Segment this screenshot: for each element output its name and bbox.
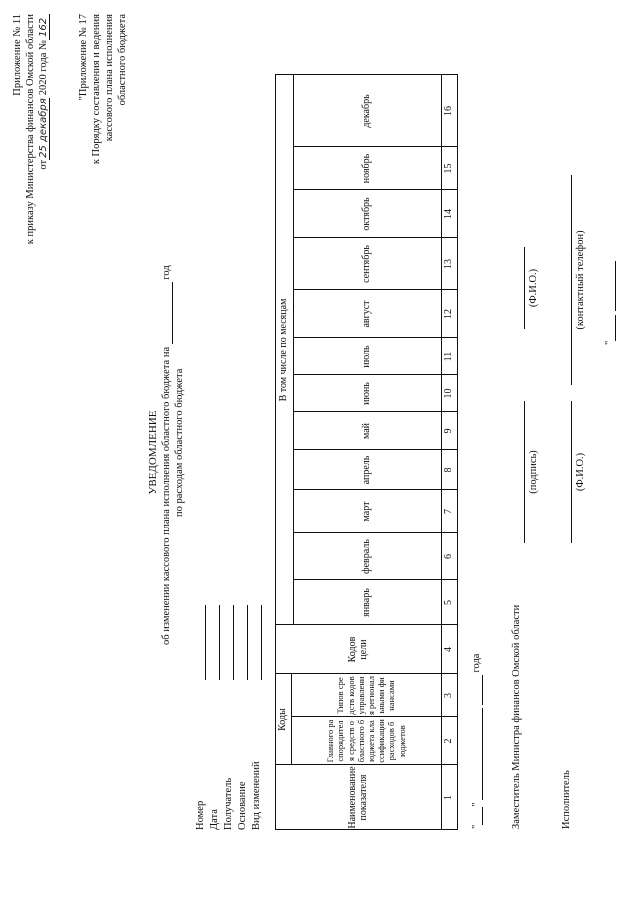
deputy-minister-label: Заместитель Министра финансов Омской области — [511, 604, 522, 829]
column-number-5: 5 — [443, 600, 455, 605]
field-number: Номер — [195, 800, 206, 830]
field-date-line — [219, 605, 220, 680]
column-number-14: 14 — [443, 209, 455, 219]
month-header-11: ноябрь — [361, 153, 373, 184]
date-line: "" года — [471, 653, 482, 829]
month-header-7: июль — [361, 345, 373, 368]
fio-line-1 — [524, 247, 525, 329]
document-title: УВЕДОМЛЕНИЕ — [147, 410, 159, 495]
executor-label: Исполнитель — [561, 770, 572, 829]
fio-caption-1: (Ф.И.О.) — [528, 268, 539, 308]
month-header-10: октябрь — [361, 197, 373, 231]
month-header-2: февраль — [361, 539, 373, 574]
appendix-17: "Приложение № 17 — [78, 14, 89, 101]
month-header-6: июнь — [361, 382, 373, 405]
column-number-16: 16 — [443, 106, 455, 116]
field-number-line — [205, 605, 206, 680]
column-number-3: 3 — [443, 693, 455, 698]
fio-line-2 — [571, 401, 572, 543]
month-header-5: май — [361, 422, 373, 440]
column-number-11: 11 — [443, 351, 455, 362]
column-number-4: 4 — [443, 647, 455, 652]
field-basis: Основание — [237, 781, 248, 830]
codes-header: Коды — [277, 708, 289, 731]
title-line-1: об изменении кассового плана исполнения областного бюджета на год — [161, 265, 172, 645]
month-header-1: январь — [361, 588, 373, 617]
order-date-line — [38, 14, 50, 170]
signature-line — [524, 401, 525, 543]
month-header-9: сентябрь — [361, 245, 373, 283]
col-grbs-header: Главного распорядителя средств областного бюджета классификации расходов бюджетов — [325, 719, 407, 763]
signature-caption: (подпись) — [528, 450, 539, 494]
closing-line: " — [604, 261, 616, 345]
month-header-8: август — [361, 300, 373, 328]
column-number-15: 15 — [443, 163, 455, 174]
column-number-8: 8 — [443, 467, 455, 473]
appendix-11: Приложение № 11 — [12, 14, 23, 96]
order-year: 2020 года № — [38, 40, 49, 96]
column-number-2: 2 — [443, 738, 455, 744]
by-month-header: В том числе по месяцам — [278, 298, 290, 402]
col-types-header: Типов средств кодов управления региональными финансами — [335, 676, 397, 715]
fio-caption-2: (Ф.И.О.) — [575, 452, 586, 492]
phone-line — [571, 175, 572, 385]
column-number-9: 9 — [443, 428, 455, 434]
month-header-4: апрель — [361, 455, 373, 485]
field-change-type: Вид изменений — [251, 761, 262, 830]
from-prefix: от — [38, 159, 49, 170]
month-header-12: декабрь — [361, 94, 373, 128]
column-number-12: 12 — [443, 309, 455, 319]
field-recipient: Получатель — [223, 777, 234, 830]
order-reference: к приказу Министерства финансов Омской области — [25, 14, 36, 245]
handwritten-date: 25 декабря — [37, 98, 49, 158]
cash-plan-table — [275, 74, 458, 830]
column-number-10: 10 — [443, 388, 455, 399]
column-number-13: 13 — [443, 259, 455, 269]
field-recipient-line — [233, 605, 234, 680]
procedure-line-3: областного бюджета — [117, 14, 128, 106]
phone-caption: (контактный телефон) — [575, 230, 586, 330]
procedure-line-2: кассового плана исполнения — [104, 14, 115, 142]
field-change-type-line — [261, 605, 262, 680]
column-number-6: 6 — [443, 554, 455, 559]
month-header-3: март — [361, 501, 373, 522]
column-number-1: 1 — [443, 795, 455, 800]
field-basis-line — [247, 605, 248, 680]
col-targets-header: Кодов цели — [346, 636, 369, 663]
title-line-2: по расходам областного бюджета — [174, 368, 185, 517]
column-number-7: 7 — [443, 509, 455, 514]
col-indicator-header: Наименование показателя — [346, 766, 369, 829]
procedure-line-1: к Порядку составления и ведения — [91, 14, 102, 165]
field-date: Дата — [209, 809, 220, 830]
handwritten-number: 162 — [38, 14, 50, 40]
